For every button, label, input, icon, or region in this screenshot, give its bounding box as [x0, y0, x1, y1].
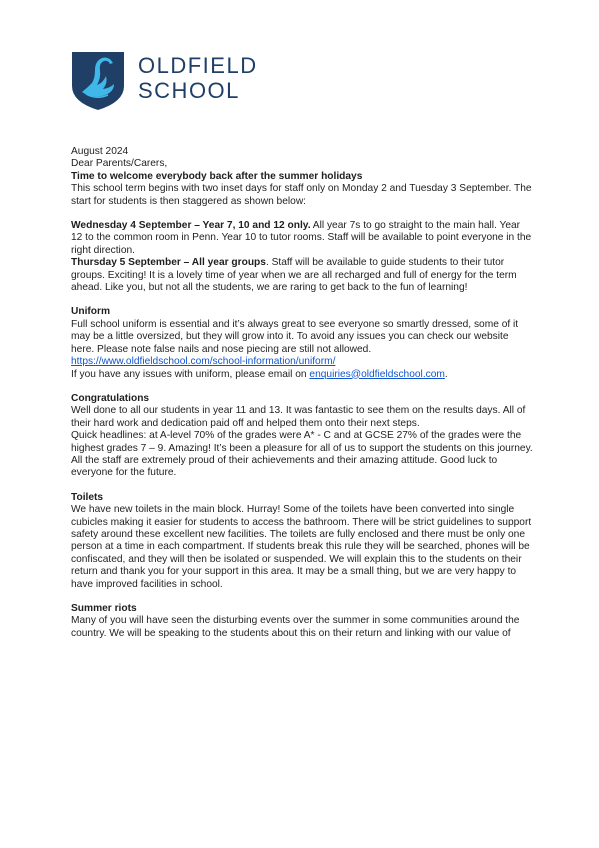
welcome-heading: Time to welcome everybody back after the summer holidays: [71, 170, 363, 182]
thursday-bold: Thursday 5 September – All year groups: [71, 257, 266, 269]
uniform-body: Full school uniform is essential and it’s always great to see everyone so smartly dressed, some of it may be a little oversized, but they will grow into it. To avoid any issues you can check our website here. Please note false nails and nose piecing are still not allowed.: [71, 318, 519, 355]
logo-text-school: SCHOOL: [138, 78, 240, 103]
congratulations-body-2: Quick headlines: at A-level 70% of the grades were A* - C and at GCSE 27% of the grades were the highest grades 7 – 9. Amazing! It’s been a pleasure for all of us to support the students on this journey. All the staff are extremely proud of their achievements and their amazing attitude. Good luck to everyone for the future.: [71, 430, 533, 479]
welcome-body: This school term begins with two inset days for staff only on Monday 2 and Tuesday 3 September. The start for students is then staggered as shown below:: [71, 183, 532, 207]
wednesday-bold: Wednesday 4 September – Year 7, 10 and 12 only.: [71, 220, 311, 232]
uniform-email-suffix: .: [444, 368, 448, 380]
enquiries-email-link[interactable]: enquiries@oldfieldschool.com: [309, 368, 445, 380]
wednesday-paragraph: [71, 220, 533, 257]
thursday-paragraph: [71, 257, 533, 294]
uniform-email-paragraph: [71, 369, 533, 381]
uniform-heading: Uniform: [71, 306, 111, 318]
uniform-email-prefix: If you have any issues with uniform, please email on: [71, 368, 310, 380]
toilets-heading: Toilets: [71, 491, 104, 503]
logo-text-oldfield: OLDFIELD: [138, 53, 258, 78]
letter-date: August 2024: [71, 146, 129, 157]
letter-greeting: Dear Parents/Carers,: [71, 158, 168, 170]
congratulations-heading: Congratulations: [71, 392, 150, 404]
summer-riots-heading: Summer riots: [71, 603, 137, 614]
school-logo: [70, 50, 290, 114]
letter-content: [71, 146, 533, 640]
uniform-link[interactable]: https://www.oldfieldschool.com/school-information/uniform/: [71, 356, 336, 368]
wednesday-text: All year 7s to go straight to the main hall. Year 12 to the common room in Penn. Year 10 to tutor rooms. Staff will be available to point everyone in the right direction.: [71, 220, 532, 256]
toilets-body: We have new toilets in the main block. Hurray! Some of the toilets have been converted into single cubicles making it easier for students to access the bathroom. There will be strict guidelines to support safety around these excellent new facilities. The toilets are fully enclosed and there must be only one person at a time in each compartment. If students break this rule they will be searched, phones will be confiscated, and they will then be isolated or suspended. We will explain this to the students on their return and thank you for your support in this area. It may be a small thing, but we are very happy to have improved facilities in school.: [71, 504, 532, 590]
summer-riots-body: Many of you will have seen the disturbing events over the summer in some communities around the country. We will be speaking to the students about this on their return and linking with our value of: [71, 615, 520, 639]
thursday-text: . Staff will be available to guide students to their tutor groups. Exciting! It is a lovely time of year when we are all recharged and full of energy for the term ahead. Like you, but not all the students, we are raring to get back to the fun of learning!: [71, 257, 517, 294]
congratulations-body-1: Well done to all our students in year 11 and 13. It was fantastic to see them on the results days. All of their hard work and dedication paid off and helped them onto their next steps.: [71, 405, 526, 429]
swan-crest-icon: [70, 50, 126, 112]
